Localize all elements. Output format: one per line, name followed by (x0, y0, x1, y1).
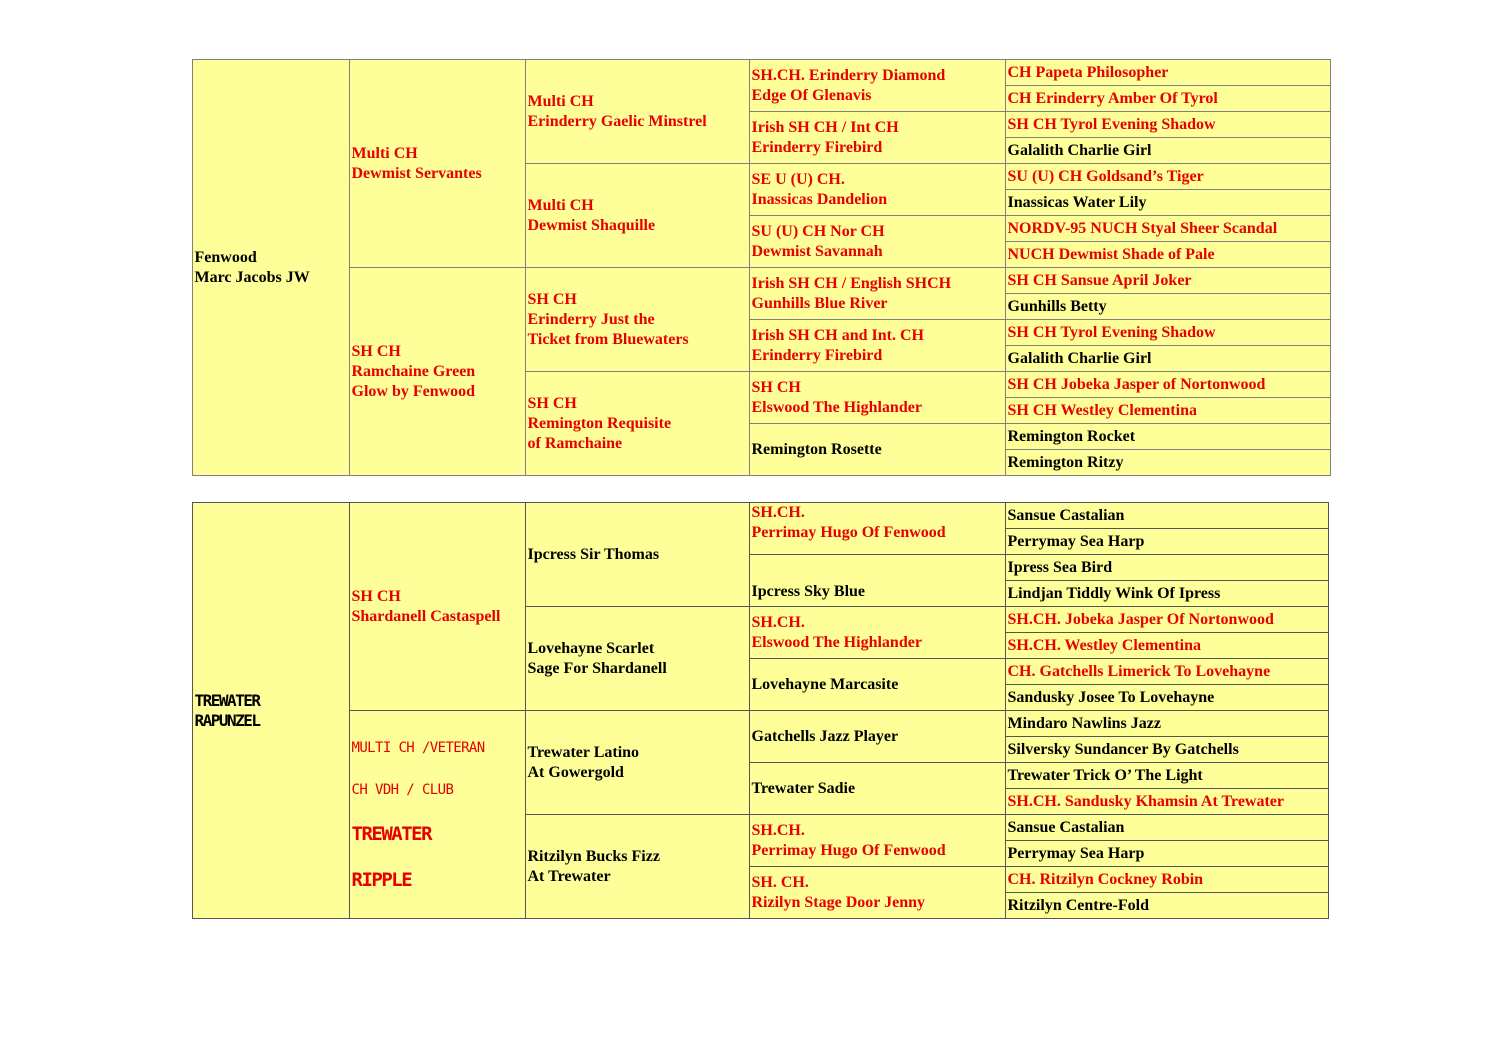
maternal-grandsire: Trewater Latino At Gowergold (526, 711, 750, 815)
gen5-ancestor: Trewater Trick O’ The Light (1006, 763, 1329, 789)
gen5-ancestor: Sansue Castalian (1006, 503, 1329, 529)
gen5-ancestor: SU (U) CH Goldsand’s Tiger (1006, 164, 1331, 190)
maternal-granddam: Ritzilyn Bucks Fizz At Trewater (526, 815, 750, 919)
gen5-ancestor: SH CH Tyrol Evening Shadow (1006, 112, 1331, 138)
gen5-ancestor: Sandusky Josee To Lovehayne (1006, 685, 1329, 711)
gen5-ancestor: CH Erinderry Amber Of Tyrol (1006, 86, 1331, 112)
gen5-ancestor: Mindaro Nawlins Jazz (1006, 711, 1329, 737)
gen4-ancestor: Irish SH CH / English SHCH Gunhills Blue River (750, 268, 1006, 320)
gen5-ancestor: Remington Rocket (1006, 424, 1331, 450)
sire: Multi CH Dewmist Servantes (350, 60, 526, 268)
gen5-ancestor: SH.CH. Jobeka Jasper Of Nortonwood (1006, 607, 1329, 633)
gen4-ancestor: Remington Rosette (750, 424, 1006, 476)
gen5-ancestor: Silversky Sundancer By Gatchells (1006, 737, 1329, 763)
gen5-ancestor: CH. Ritzilyn Cockney Robin (1006, 867, 1329, 893)
maternal-granddam: SH CH Remington Requisite of Ramchaine (526, 372, 750, 476)
gen4-ancestor: SH.CH. Perrimay Hugo Of Fenwood (750, 503, 1006, 555)
sire: SH CH Shardanell Castaspell (350, 503, 526, 711)
dam (350, 711, 526, 919)
dam-titles-line1: MULTI CH /VETERAN (351, 739, 485, 756)
gen4-ancestor: Lovehayne Marcasite (750, 659, 1006, 711)
gen4-ancestor: SH.CH. Elswood The Highlander (750, 607, 1006, 659)
gen5-ancestor: NORDV-95 NUCH Styal Sheer Scandal (1006, 216, 1331, 242)
gen5-ancestor: Galalith Charlie Girl (1006, 346, 1331, 372)
paternal-granddam: Multi CH Dewmist Shaquille (526, 164, 750, 268)
gen5-ancestor: NUCH Dewmist Shade of Pale (1006, 242, 1331, 268)
subject-dog: TREWATER RAPUNZEL (193, 503, 350, 919)
pedigree-body (193, 503, 1329, 919)
gen5-ancestor: SH CH Jobeka Jasper of Nortonwood (1006, 372, 1331, 398)
pedigree-body (193, 60, 1331, 476)
gen5-ancestor: SH CH Sansue April Joker (1006, 268, 1331, 294)
dam-titles-line2: CH VDH / CLUB (351, 781, 454, 798)
gen5-ancestor: SH.CH. Sandusky Khamsin At Trewater (1006, 789, 1329, 815)
paternal-granddam: Lovehayne Scarlet Sage For Shardanell (526, 607, 750, 711)
gen4-ancestor: Ipcress Sky Blue (750, 555, 1006, 607)
table-row (193, 60, 1331, 86)
table-row (193, 711, 1329, 737)
gen5-ancestor: Ritzilyn Centre-Fold (1006, 893, 1329, 919)
gen4-ancestor: SH. CH. Rizilyn Stage Door Jenny (750, 867, 1006, 919)
gen5-ancestor: CH Papeta Philosopher (1006, 60, 1331, 86)
table-row (193, 503, 1329, 529)
dam-name-line2: RIPPLE (351, 868, 412, 891)
gen5-ancestor: Galalith Charlie Girl (1006, 138, 1331, 164)
gen4-ancestor: Irish SH CH and Int. CH Erinderry Firebird (750, 320, 1006, 372)
gen5-ancestor: SH CH Tyrol Evening Shadow (1006, 320, 1331, 346)
pedigree-table-trewater-rapunzel (192, 502, 1329, 919)
gen5-ancestor: Ipress Sea Bird (1006, 555, 1329, 581)
gen4-ancestor: Gatchells Jazz Player (750, 711, 1006, 763)
subject-dog: Fenwood Marc Jacobs JW (193, 60, 350, 476)
paternal-grandsire: Ipcress Sir Thomas (526, 503, 750, 607)
dam: SH CH Ramchaine Green Glow by Fenwood (350, 268, 526, 476)
gen4-ancestor: SH CH Elswood The Highlander (750, 372, 1006, 424)
gen4-ancestor: Trewater Sadie (750, 763, 1006, 815)
gen5-ancestor: CH. Gatchells Limerick To Lovehayne (1006, 659, 1329, 685)
gen5-ancestor: Gunhills Betty (1006, 294, 1331, 320)
table-row (193, 268, 1331, 294)
paternal-grandsire: Multi CH Erinderry Gaelic Minstrel (526, 60, 750, 164)
gen4-ancestor: SH.CH. Erinderry Diamond Edge Of Glenavis (750, 60, 1006, 112)
gen5-ancestor: Remington Ritzy (1006, 450, 1331, 476)
gen5-ancestor: Lindjan Tiddly Wink Of Ipress (1006, 581, 1329, 607)
gen4-ancestor: SE U (U) CH. Inassicas Dandelion (750, 164, 1006, 216)
gen5-ancestor: Sansue Castalian (1006, 815, 1329, 841)
gen5-ancestor: Perrymay Sea Harp (1006, 841, 1329, 867)
maternal-grandsire: SH CH Erinderry Just the Ticket from Bluewaters (526, 268, 750, 372)
gen4-ancestor: SH.CH. Perrimay Hugo Of Fenwood (750, 815, 1006, 867)
gen4-ancestor: SU (U) CH Nor CH Dewmist Savannah (750, 216, 1006, 268)
pedigree-table-fenwood-marc-jacobs (192, 59, 1331, 476)
gen4-ancestor: Irish SH CH / Int CH Erinderry Firebird (750, 112, 1006, 164)
dam-name-line1: TREWATER (351, 822, 432, 845)
gen5-ancestor: Inassicas Water Lily (1006, 190, 1331, 216)
gen5-ancestor: SH.CH. Westley Clementina (1006, 633, 1329, 659)
gen5-ancestor: SH CH Westley Clementina (1006, 398, 1331, 424)
gen5-ancestor: Perrymay Sea Harp (1006, 529, 1329, 555)
